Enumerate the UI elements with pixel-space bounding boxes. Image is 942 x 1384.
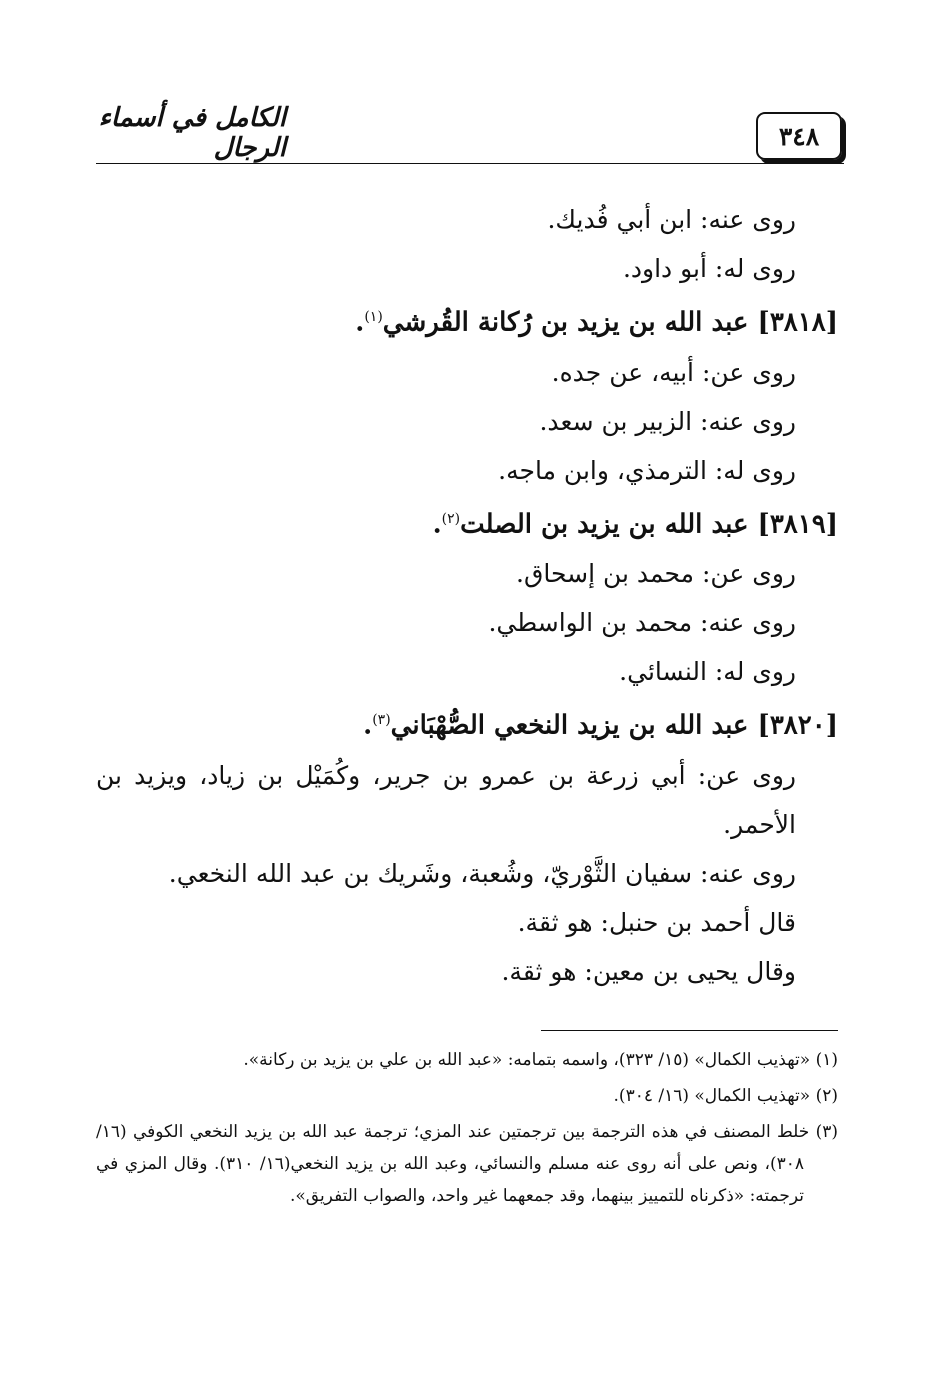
text-line: روى عنه: محمد بن الواسطي.: [488, 608, 796, 638]
header-rule: [96, 163, 844, 164]
entry-heading-3819: [96, 495, 838, 550]
entry-name: عبد الله بن يزيد النخعي الصُّهْبَاني: [390, 710, 749, 741]
entry-name: عبد الله بن يزيد بن رُكانة القُرشي: [382, 307, 749, 338]
footnote-3: (٣) خلط المصنف في هذه الترجمة بين ترجمتين عند المزي؛ ترجمة عبد الله بن يزيد النخعي الكوفي (١٦/ ٣٠٨)، ونص على أنه روى عنه مسلم والنسائي، وعبد الله بن يزيد النخعي(١٦/ ٣١٠). وقال المزي في ترجمته: «ذكرناه للتمييز بينهما، وقد جمعهما غير واحد، والصواب التفريق».: [96, 1122, 838, 1206]
footnote-rule: [541, 1030, 838, 1031]
entry-number: [٣٨١٩]: [757, 509, 838, 540]
book-title: الكامل في أسماء الرجال: [98, 103, 286, 163]
text-paragraph: روى عن: أبي زرعة بن عمرو بن جرير، وكُمَيْل بن زياد، ويزيد بن الأحمر.: [96, 760, 796, 839]
text-line: روى عنه: سفيان الثَّوْريّ، وشُعبة، وشَريك بن عبد الله النخعي.: [168, 858, 796, 888]
entry-number: [٣٨١٨]: [757, 307, 838, 338]
entry-number: [٣٨٢٠]: [757, 710, 838, 741]
text-line: روى له: النسائي.: [619, 657, 796, 687]
footnote-2: (٢) «تهذيب الكمال» (١٦/ ٣٠٤).: [613, 1086, 838, 1106]
entry-heading-3820: [96, 696, 838, 751]
text-line: قال أحمد بن حنبل: هو ثقة.: [517, 907, 796, 937]
text-line: روى عن: محمد بن إسحاق.: [516, 559, 796, 589]
page-header: [96, 104, 844, 166]
footnotes: [96, 1044, 838, 1216]
footnote-ref: (٢): [441, 510, 461, 527]
entry-period: .: [363, 710, 373, 741]
text-line: روى عنه: ابن أبي فُديك.: [547, 205, 796, 234]
text-line: وقال يحيى بن معين: هو ثقة.: [501, 956, 796, 986]
footnote-1: (١) «تهذيب الكمال» (١٥/ ٣٢٣)، واسمه بتمامه: «عبد الله بن علي بن يزيد بن ركانة».: [243, 1050, 838, 1070]
footnote-ref: (١): [364, 309, 383, 325]
main-text: [96, 195, 838, 996]
entry-name: عبد الله بن يزيد بن الصلت: [460, 509, 749, 540]
entry-period: .: [432, 509, 442, 540]
footnote-ref: (٣): [372, 712, 391, 729]
text-line: روى له: الترمذي، وابن ماجه.: [498, 455, 796, 485]
entry-period: .: [355, 307, 365, 338]
text-line: روى له: أبو داود.: [622, 254, 796, 283]
text-line: روى عنه: الزبير بن سعد.: [539, 406, 796, 436]
text-line: روى عن: أبيه، عن جده.: [551, 357, 796, 387]
entry-heading-3818: [96, 293, 838, 348]
page-number: ٣٤٨: [756, 112, 842, 160]
